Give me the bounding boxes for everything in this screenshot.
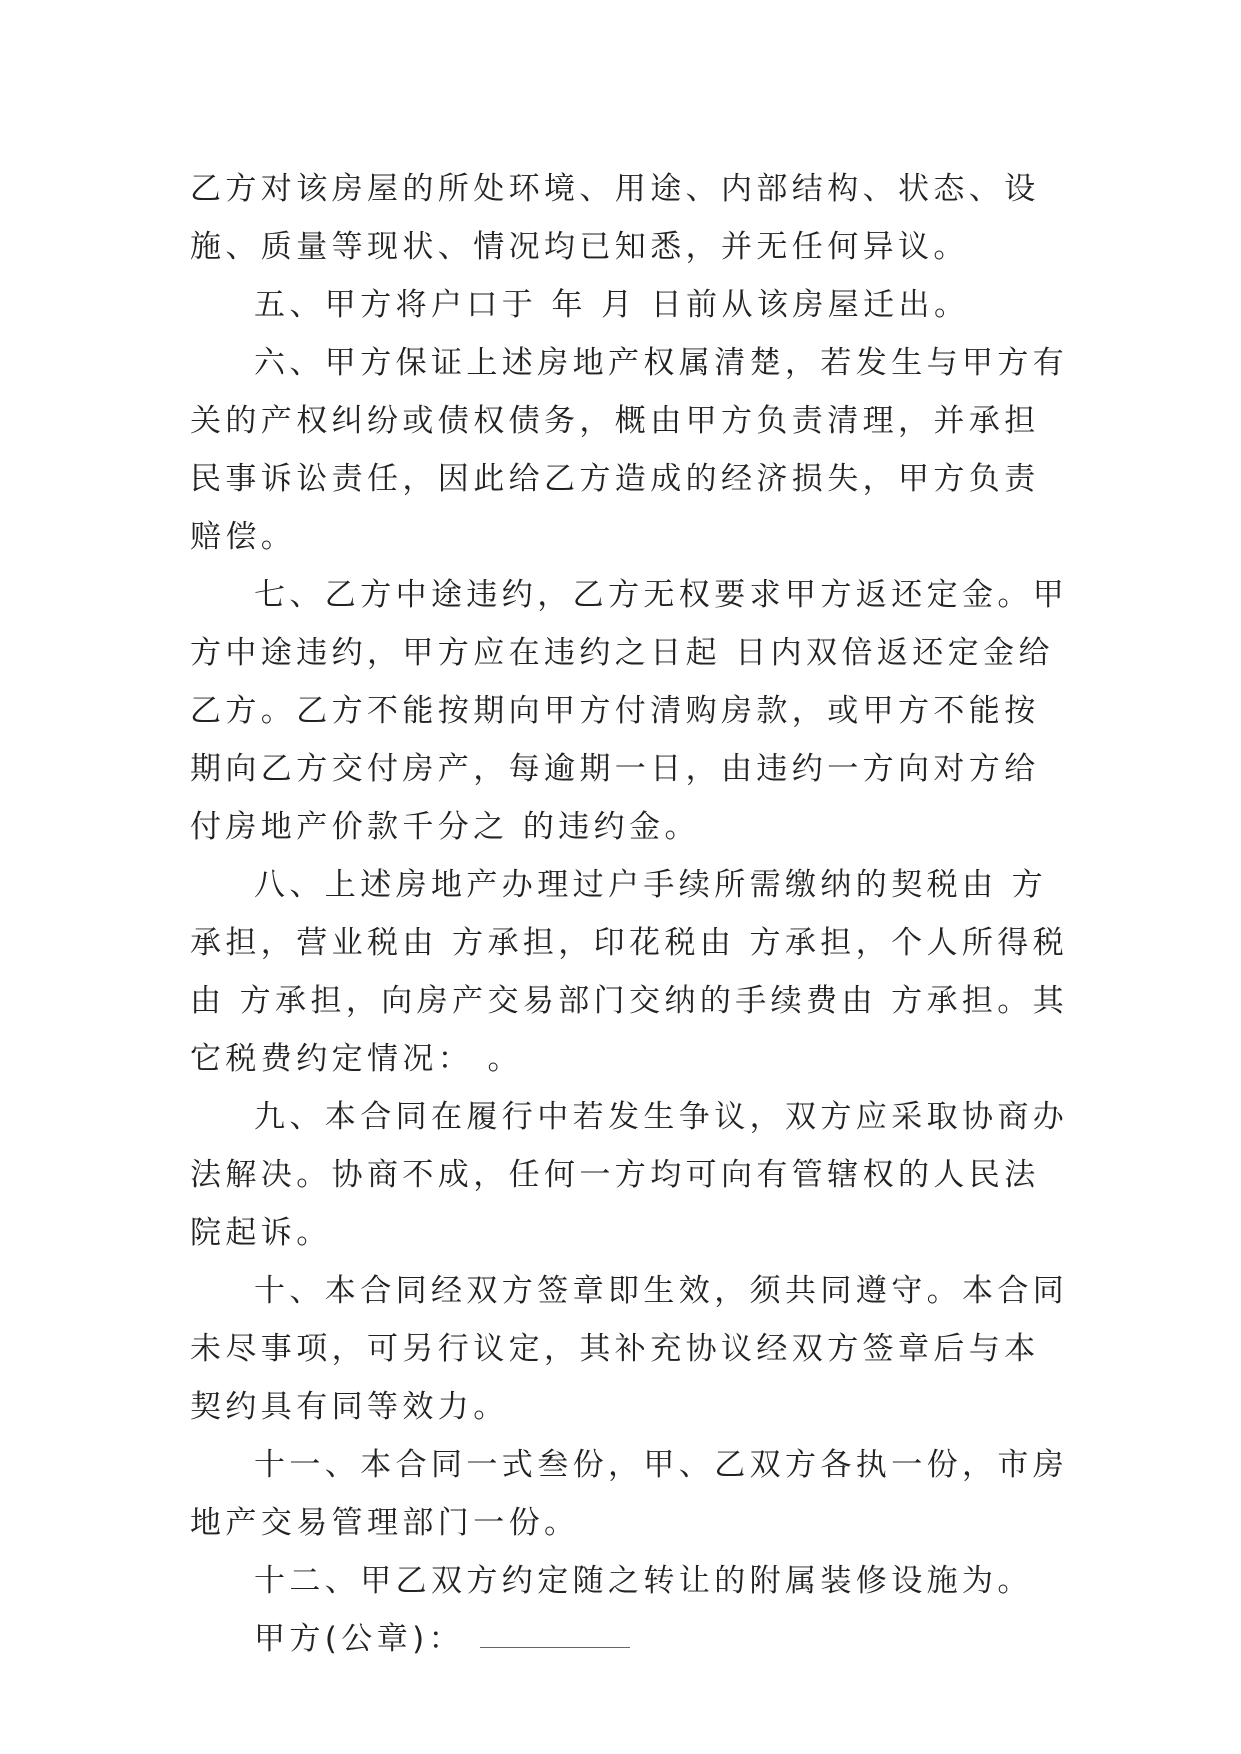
clause-11: 十一、本合同一式叁份，甲、乙双方各执一份，市房地产交易管理部门一份。 [190, 1447, 1069, 1541]
clause-5: 五、甲方将户口于 年 月 日前从该房屋迁出。 [254, 287, 970, 323]
signature-blank [480, 1646, 630, 1648]
contract-body [190, 160, 1070, 1668]
clause-6: 六、甲方保证上述房地产权属清楚，若发生与甲方有关的产权纠纷或债权债务，概由甲方负责清理，并承担民事诉讼责任，因此给乙方造成的经济损失，甲方负责赔偿。 [190, 345, 1069, 555]
clause-12: 十二、甲乙双方约定随之转让的附属装修设施为。 [254, 1563, 1033, 1599]
clause-9: 九、本合同在履行中若发生争议，双方应采取协商办法解决。协商不成，任何一方均可向有管辖权的人民法院起诉。 [190, 1099, 1069, 1251]
paragraph-continuation: 乙方对该房屋的所处环境、用途、内部结构、状态、设施、质量等现状、情况均已知悉，并无任何异议。 [190, 171, 1040, 265]
clause-10: 十、本合同经双方签章即生效，须共同遵守。本合同未尽事项，可另行议定，其补充协议经双方签章后与本契约具有同等效力。 [190, 1273, 1069, 1425]
party-a-signature-line [190, 1610, 1070, 1668]
party-a-seal-label: 甲方(公章)： [254, 1621, 464, 1657]
clause-8: 八、上述房地产办理过户手续所需缴纳的契税由 方承担，营业税由 方承担，印花税由 方承担，个人所得税由 方承担，向房产交易部门交纳的手续费由 方承担。其它税费约定情况： 。 [190, 867, 1069, 1077]
clause-7: 七、乙方中途违约，乙方无权要求甲方返还定金。甲方中途违约，甲方应在违约之日起 日内双倍返还定金给乙方。乙方不能按期向甲方付清购房款，或甲方不能按期向乙方交付房产，每逾期一日，由违约一方向对方给付房地产价款千分之 的违约金。 [190, 577, 1069, 845]
